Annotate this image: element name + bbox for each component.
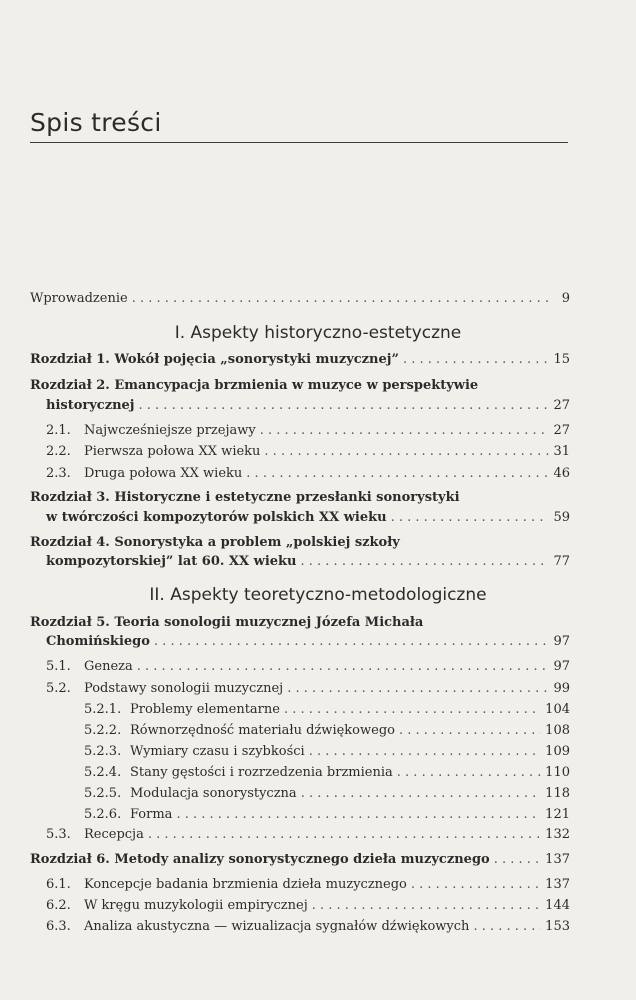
toc-entry-title: Rozdział 1. Wokół pojęcia „sonorystyki muzycznej” <box>30 352 399 367</box>
toc-entry-title: kompozytorskiej” lat 60. XX wieku <box>46 554 297 569</box>
toc-subsection[interactable] <box>84 744 570 760</box>
leader-dots <box>139 398 550 414</box>
toc-subsection[interactable] <box>84 723 570 739</box>
leader-dots <box>176 807 541 823</box>
toc-entry-title: W kręgu muzykologii empirycznej <box>84 898 308 913</box>
section-number: 6.2. <box>46 898 71 913</box>
leader-dots <box>399 723 541 739</box>
leader-dots <box>137 659 550 675</box>
toc-entry-title: Geneza <box>84 659 133 674</box>
toc-page-number: 137 <box>545 852 570 867</box>
toc-page-number: 99 <box>553 681 570 696</box>
toc-page-number: 97 <box>553 659 570 674</box>
toc-page-number: 144 <box>545 898 570 913</box>
leader-dots <box>473 919 541 935</box>
toc-entry-title: historycznej <box>46 398 135 413</box>
toc-chapter-5[interactable] <box>46 634 570 650</box>
leader-dots <box>391 510 550 526</box>
leader-dots <box>246 466 549 482</box>
toc-page-number: 59 <box>553 510 570 525</box>
toc-section[interactable] <box>46 466 570 482</box>
toc-entry-title: Równorzędność materiału dźwiękowego <box>130 723 395 738</box>
toc-section[interactable] <box>46 681 570 697</box>
toc-chapter-2-line1[interactable]: Rozdział 2. Emancypacja brzmienia w muzyce w perspektywie <box>30 378 479 393</box>
toc-section[interactable] <box>46 877 570 893</box>
toc-section[interactable] <box>46 919 570 935</box>
section-number: 6.3. <box>46 919 71 934</box>
section-number: 2.2. <box>46 444 71 459</box>
section-number: 5.3. <box>46 827 71 842</box>
toc-chapter-2[interactable] <box>46 398 570 414</box>
toc-entry-title: Rozdział 6. Metody analizy sonorystycznego dzieła muzycznego <box>30 852 490 867</box>
toc-page-number: 15 <box>553 352 570 367</box>
leader-dots <box>284 702 541 718</box>
toc-page-number: 137 <box>545 877 570 892</box>
part-heading-1: I. Aspekty historyczno-estetyczne <box>174 323 462 343</box>
leader-dots <box>287 681 549 697</box>
leader-dots <box>301 554 550 570</box>
page-title: Spis treści <box>30 108 162 137</box>
toc-entry-title: Wprowadzenie <box>30 291 128 306</box>
toc-entry-title: Stany gęstości i rozrzedzenia brzmienia <box>130 765 393 780</box>
toc-chapter-5-line1[interactable]: Rozdział 5. Teoria sonologii muzycznej Józefa Michała <box>30 615 424 630</box>
leader-dots <box>264 444 549 460</box>
toc-subsection[interactable] <box>84 786 570 802</box>
toc-page-number: 77 <box>553 554 570 569</box>
toc-page-number: 31 <box>553 444 570 459</box>
section-number: 6.1. <box>46 877 71 892</box>
leader-dots <box>312 898 541 914</box>
toc-page-number: 27 <box>553 398 570 413</box>
toc-page-number: 104 <box>545 702 570 717</box>
toc-entry-title: Koncepcje badania brzmienia dzieła muzycznego <box>84 877 407 892</box>
leader-dots <box>301 786 541 802</box>
toc-entry-title: Recepcja <box>84 827 144 842</box>
toc-section[interactable] <box>46 827 570 843</box>
toc-section[interactable] <box>46 444 570 460</box>
toc-chapter-4-line1[interactable]: Rozdział 4. Sonorystyka a problem „polskiej szkoły <box>30 535 400 550</box>
toc-subsection[interactable] <box>84 807 570 823</box>
toc-entry-title: Problemy elementarne <box>130 702 280 717</box>
toc-page-number: 108 <box>545 723 570 738</box>
toc-page-number: 118 <box>545 786 570 801</box>
toc-page-number: 109 <box>545 744 570 759</box>
section-number: 5.2.1. <box>84 702 122 717</box>
toc-entry-title: Druga połowa XX wieku <box>84 466 243 481</box>
toc-page-number: 110 <box>545 765 570 780</box>
toc-entry-title: Wymiary czasu i szybkości <box>130 744 305 759</box>
leader-dots <box>309 744 541 760</box>
toc-page-number: 46 <box>553 466 570 481</box>
section-number: 2.3. <box>46 466 71 481</box>
toc-entry-title: Forma <box>130 807 173 822</box>
section-number: 2.1. <box>46 423 71 438</box>
section-number: 5.2. <box>46 681 71 696</box>
leader-dots <box>494 852 541 868</box>
toc-page-number: 132 <box>545 827 570 842</box>
toc-entry-title: Chomińskiego <box>46 634 150 649</box>
toc-entry-title: Najwcześniejsze przejawy <box>84 423 256 438</box>
toc-entry-title: w twórczości kompozytorów polskich XX wieku <box>46 510 387 525</box>
toc-entry-title: Analiza akustyczna — wizualizacja sygnałów dźwiękowych <box>84 919 470 934</box>
toc-page-number: 153 <box>545 919 570 934</box>
toc-chapter-3-line1[interactable]: Rozdział 3. Historyczne i estetyczne przesłanki sonorystyki <box>30 490 460 505</box>
leader-dots <box>260 423 550 439</box>
leader-dots <box>411 877 541 893</box>
toc-page-number: 27 <box>553 423 570 438</box>
toc-chapter-6[interactable] <box>30 852 570 868</box>
toc-entry-title: Podstawy sonologii muzycznej <box>84 681 284 696</box>
part-heading-2: II. Aspekty teoretyczno-metodologiczne <box>149 585 487 605</box>
toc-page-number: 9 <box>561 291 570 306</box>
toc-subsection[interactable] <box>84 765 570 781</box>
leader-dots <box>154 634 550 650</box>
toc-chapter-4[interactable] <box>46 554 570 570</box>
leader-dots <box>403 352 549 368</box>
leader-dots <box>397 765 541 781</box>
toc-entry-title: Pierwsza połowa XX wieku <box>84 444 261 459</box>
toc-entry-title: Modulacja sonorystyczna <box>130 786 297 801</box>
toc-page-number: 97 <box>553 634 570 649</box>
toc-section[interactable] <box>46 659 570 675</box>
toc-page-number: 121 <box>545 807 570 822</box>
section-number: 5.2.3. <box>84 744 122 759</box>
toc-section[interactable] <box>46 898 570 914</box>
section-number: 5.2.6. <box>84 807 122 822</box>
leader-dots <box>132 291 552 307</box>
section-number: 5.2.5. <box>84 786 122 801</box>
toc-subsection[interactable] <box>84 702 570 718</box>
toc-entry-intro[interactable] <box>30 291 570 307</box>
toc-section[interactable] <box>46 423 570 439</box>
section-number: 5.1. <box>46 659 71 674</box>
section-number: 5.2.2. <box>84 723 122 738</box>
toc-chapter-3[interactable] <box>46 510 570 526</box>
section-number: 5.2.4. <box>84 765 122 780</box>
leader-dots <box>148 827 541 843</box>
toc-chapter-1[interactable] <box>30 352 570 368</box>
